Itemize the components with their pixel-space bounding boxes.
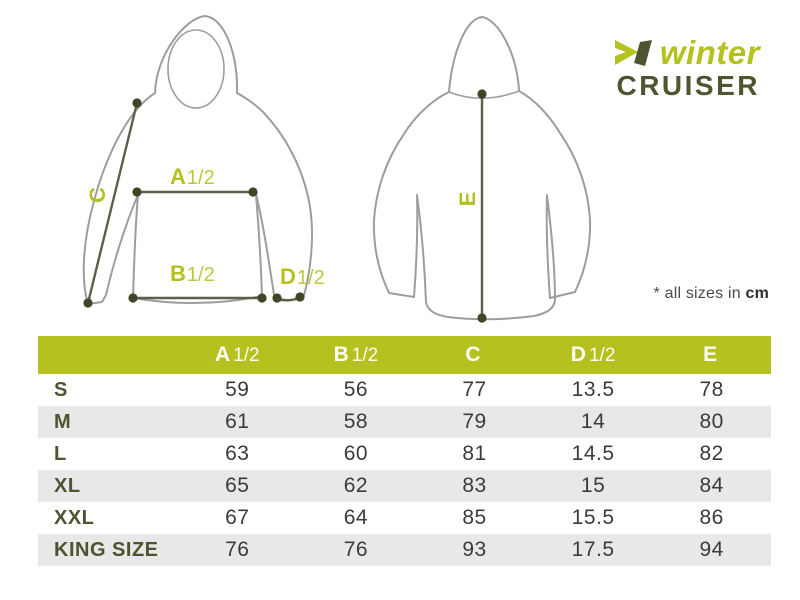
row-label: XL xyxy=(54,474,81,497)
row-label: S xyxy=(54,378,68,401)
cell-e: 86 xyxy=(699,506,724,529)
sizes-note-unit: cm xyxy=(745,285,769,302)
size-table-header xyxy=(38,336,771,374)
header-cell-e: E xyxy=(703,343,718,366)
measurement-dot xyxy=(128,293,137,302)
brand-arrow-icon xyxy=(613,39,653,67)
brand-name-top: winter xyxy=(659,34,760,71)
label-e xyxy=(455,186,481,212)
label-d xyxy=(280,266,325,288)
cell-d: 15.5 xyxy=(571,506,615,529)
measurement-dot xyxy=(477,313,486,322)
measurement-dot xyxy=(295,292,304,301)
table-row-king-size xyxy=(38,534,771,566)
cell-c: 85 xyxy=(462,506,487,529)
cell-b: 76 xyxy=(343,538,369,561)
table-row-m xyxy=(38,406,771,438)
cell-d: 14 xyxy=(580,410,606,433)
header-cell-c: C xyxy=(465,343,481,366)
measurement-dot xyxy=(257,293,266,302)
cell-c: 81 xyxy=(462,442,487,465)
label-e-letter: E xyxy=(455,191,480,207)
label-c xyxy=(85,182,111,208)
cell-a: 63 xyxy=(225,442,250,465)
row-label: XXL xyxy=(54,506,95,529)
label-c-letter: C xyxy=(85,187,110,203)
cell-c: 77 xyxy=(462,378,487,401)
cell-e: 80 xyxy=(699,410,724,433)
cell-a: 59 xyxy=(225,378,250,401)
cell-c: 79 xyxy=(462,410,487,433)
sizes-note-text: * all sizes in xyxy=(653,285,741,302)
cell-b: 56 xyxy=(343,378,369,401)
label-b-letter: B xyxy=(170,261,186,286)
cell-d: 17.5 xyxy=(571,538,615,561)
size-table xyxy=(38,336,771,566)
label-d-fraction: 1/2 xyxy=(296,267,325,289)
sizes-note xyxy=(654,285,769,303)
cell-e: 78 xyxy=(699,378,724,401)
table-row-xxl xyxy=(38,502,771,534)
label-a-fraction: 1/2 xyxy=(186,167,215,189)
row-label: M xyxy=(54,410,72,433)
header-cell-b: B 1/2 xyxy=(333,343,379,366)
label-d-letter: D xyxy=(280,264,296,289)
brand-logo-top-row xyxy=(613,36,760,69)
measurement-dot xyxy=(132,187,141,196)
brand-logo xyxy=(613,36,760,100)
measurement-dot xyxy=(132,98,141,107)
label-a xyxy=(170,166,215,188)
header-cell-d: D 1/2 xyxy=(570,343,616,366)
label-b xyxy=(170,263,215,285)
cell-a: 61 xyxy=(225,410,250,433)
cell-d: 15 xyxy=(580,474,606,497)
header-cell-a: A 1/2 xyxy=(215,343,260,366)
cell-c: 93 xyxy=(462,538,487,561)
row-label: KING SIZE xyxy=(54,538,159,561)
cell-a: 65 xyxy=(225,474,250,497)
table-row-l xyxy=(38,438,771,470)
cell-e: 94 xyxy=(699,538,724,561)
cell-d: 13.5 xyxy=(571,378,615,401)
measurement-dot xyxy=(477,89,486,98)
brand-name-bottom: CRUISER xyxy=(616,70,760,101)
table-row-xl xyxy=(38,470,771,502)
label-a-letter: A xyxy=(170,164,186,189)
cell-e: 84 xyxy=(699,474,724,497)
back-jacket-drawing xyxy=(368,5,608,323)
cell-a: 67 xyxy=(225,506,250,529)
cell-b: 62 xyxy=(343,474,369,497)
cell-b: 58 xyxy=(343,410,369,433)
table-row-s xyxy=(38,374,771,406)
measurement-dot xyxy=(272,293,281,302)
measurement-dot xyxy=(83,298,92,307)
cell-b: 64 xyxy=(343,506,369,529)
cell-a: 76 xyxy=(225,538,250,561)
cell-d: 14.5 xyxy=(571,442,615,465)
row-label: L xyxy=(54,442,67,465)
jacket-front-outline xyxy=(84,16,312,304)
cell-e: 82 xyxy=(699,442,724,465)
measurement-dot xyxy=(248,187,257,196)
cell-c: 83 xyxy=(462,474,487,497)
label-b-fraction: 1/2 xyxy=(186,264,215,286)
cell-b: 60 xyxy=(343,442,369,465)
